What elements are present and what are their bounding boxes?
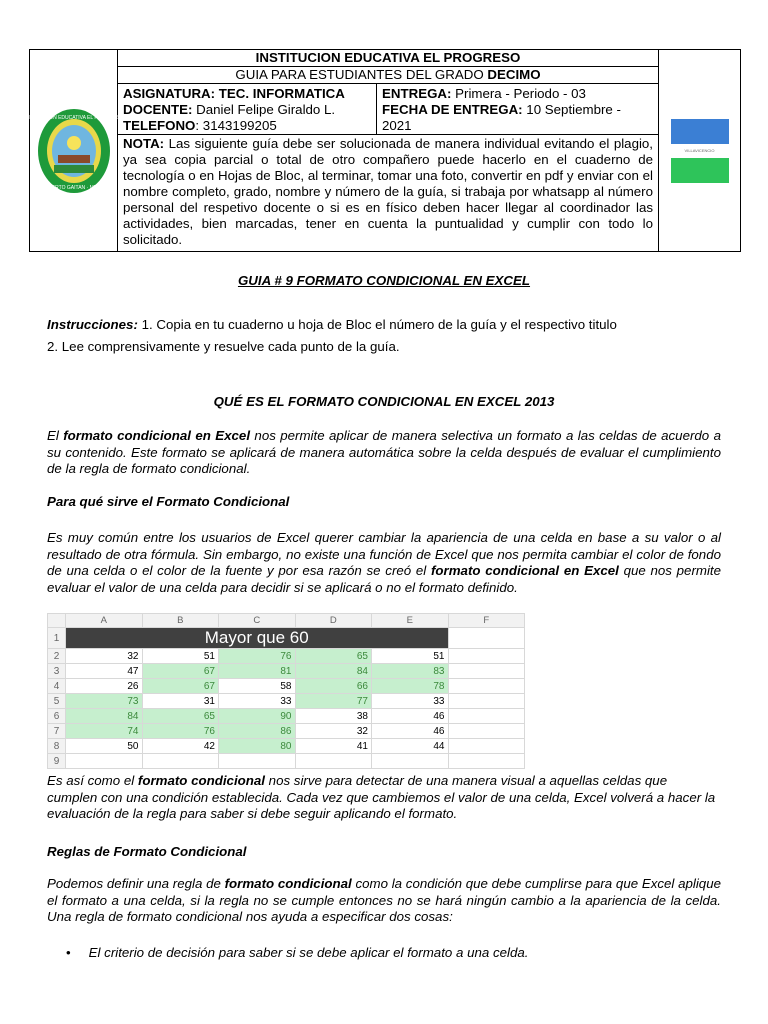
sheet-column-header-row <box>48 614 525 628</box>
flag <box>671 119 729 183</box>
sheet-row-header: 2 <box>48 649 66 664</box>
sheet-cell: 33 <box>219 694 296 709</box>
sheet-row-header: 8 <box>48 739 66 754</box>
institution-name: INSTITUCION EDUCATIVA EL PROGRESO <box>118 50 659 67</box>
delivery-cell <box>377 84 659 135</box>
sheet-cell: 67 <box>142 664 219 679</box>
s1-text-a: El <box>47 428 64 443</box>
instructions-text1: 1. Copia en tu cuaderno u hoja de Bloc el número de la guía y el respectivo titulo <box>137 317 617 332</box>
sheet-cell: 51 <box>142 649 219 664</box>
sheet-cell <box>448 679 525 694</box>
sheet-cell <box>448 664 525 679</box>
sheet-cell: 76 <box>142 724 219 739</box>
sheet-cell: 51 <box>372 649 449 664</box>
sheet-cell: 81 <box>219 664 296 679</box>
guide-prefix: GUIA PARA ESTUDIANTES DEL GRADO <box>235 67 488 82</box>
sheet-cell: 65 <box>142 709 219 724</box>
sheet-row <box>48 754 525 769</box>
excel-example <box>47 613 525 767</box>
delivery-value: Primera - Periodo - 03 <box>451 86 586 101</box>
sheet-row <box>48 724 525 739</box>
section2-paragraph <box>47 530 721 596</box>
sheet-column-header: A <box>66 614 143 628</box>
date-year: 2021 <box>382 118 412 133</box>
sheet-cell <box>448 628 525 649</box>
sheet-cell <box>372 754 449 769</box>
sheet-cell: 83 <box>372 664 449 679</box>
subject-label: ASIGNATURA: <box>123 86 216 101</box>
sheet-cell: 33 <box>372 694 449 709</box>
sheet-row <box>48 709 525 724</box>
sheet-row <box>48 649 525 664</box>
sheet-cell: 84 <box>66 709 143 724</box>
sheet-title-cell: Mayor que 60 <box>66 628 449 649</box>
bullet-text: El criterio de decisión para saber si se debe aplicar el formato a una celda. <box>88 945 529 960</box>
date-value: 10 Septiembre - <box>522 102 621 117</box>
phone-value: : 3143199205 <box>195 118 277 133</box>
sheet-cell: 46 <box>372 709 449 724</box>
sheet-cell: 44 <box>372 739 449 754</box>
flag-stripe-blue <box>671 119 729 144</box>
bullet-icon: • <box>66 945 71 960</box>
book-icon <box>58 155 90 163</box>
flag-stripe-green <box>671 158 729 183</box>
logo-text-bottom: PUERTO GAITAN · META <box>44 184 103 191</box>
delivery-label: ENTREGA: <box>382 86 452 101</box>
sheet-cell <box>295 754 372 769</box>
sun-icon <box>67 136 81 150</box>
sheet-cell: 80 <box>219 739 296 754</box>
header-table <box>24 49 741 252</box>
note-label: NOTA: <box>123 136 165 151</box>
teacher-label: DOCENTE: <box>123 102 193 117</box>
note-cell <box>118 135 659 252</box>
sheet-row-header: 1 <box>48 628 66 649</box>
section2-heading: Para qué sirve el Formato Condicional <box>47 494 290 509</box>
sheet-cell <box>448 739 525 754</box>
sheet-cell: 77 <box>295 694 372 709</box>
sheet-cell: 73 <box>66 694 143 709</box>
guide-title: GUIA # 9 FORMATO CONDICIONAL EN EXCEL <box>237 273 531 288</box>
s1-text-bold: formato condicional en Excel <box>63 428 251 443</box>
section1-heading: QUÉ ES EL FORMATO CONDICIONAL EN EXCEL 2013 <box>213 394 555 409</box>
instructions-line1 <box>47 317 727 332</box>
s4-text-a: Podemos definir una regla de <box>47 876 225 891</box>
sheet-row <box>48 679 525 694</box>
sheet-cell: 46 <box>372 724 449 739</box>
sheet-row-header: 6 <box>48 709 66 724</box>
sheet-row-header: 3 <box>48 664 66 679</box>
sheet-row-header: 7 <box>48 724 66 739</box>
sheet-cell: 42 <box>142 739 219 754</box>
guide-grade <box>118 67 659 84</box>
s4-text-c: como la condición que debe cumplirse para que Excel aplique el formato a una celda, si la regla no se cumple entonces no se hará ningún cambio a la apariencia de la celda. Una regla de formato condicional nos ayuda a especificar dos cosas: <box>47 876 721 924</box>
sheet-cell: 26 <box>66 679 143 694</box>
sheet-cell: 32 <box>66 649 143 664</box>
subject-value: TEC. INFORMATICA <box>218 86 345 101</box>
sheet-row <box>48 739 525 754</box>
sheet-row <box>48 628 525 649</box>
bullet-item <box>66 945 528 960</box>
logo-cell <box>24 50 123 252</box>
sheet-cell: 32 <box>295 724 372 739</box>
sheet-column-header: C <box>219 614 296 628</box>
phone-label: TELEFONO <box>123 118 196 133</box>
sheet-column-header: D <box>295 614 372 628</box>
sheet-cell <box>219 754 296 769</box>
subject-teacher-cell <box>118 84 377 135</box>
sheet-cell: 90 <box>219 709 296 724</box>
sheet-row <box>48 664 525 679</box>
sheet-cell <box>448 709 525 724</box>
s3-text-bold: formato condicional <box>137 773 265 788</box>
instructions-line2: 2. Lee comprensivamente y resuelve cada punto de la guía. <box>47 339 400 354</box>
sheet-cell: 84 <box>295 664 372 679</box>
section4-paragraph <box>47 876 721 926</box>
sheet-row-header: 4 <box>48 679 66 694</box>
sheet-row <box>48 694 525 709</box>
sheet-corner <box>48 614 66 628</box>
sheet-cell: 78 <box>372 679 449 694</box>
sheet-cell <box>448 694 525 709</box>
grade-value: DECIMO <box>487 67 541 82</box>
sheet-cell <box>142 754 219 769</box>
sheet-cell: 47 <box>66 664 143 679</box>
sheet-cell: 65 <box>295 649 372 664</box>
sheet-cell: 67 <box>142 679 219 694</box>
teacher-value: Daniel Felipe Giraldo L. <box>196 102 336 117</box>
sheet-cell: 31 <box>142 694 219 709</box>
logo-text-top: INSTITUCION EDUCATIVA EL PROGRESO <box>24 114 123 121</box>
s4-text-bold: formato condicional <box>224 876 352 891</box>
sheet-row-header: 9 <box>48 754 66 769</box>
sheet-cell <box>66 754 143 769</box>
date-label: FECHA DE ENTREGA: <box>382 102 523 117</box>
s3-text-c: nos sirve para detectar de una manera visual a aquellas celdas que cumplen con una condición establecida. Cada vez que cambiemos el valor de una celda, Excel volverá a hacer la evaluación de la regla para saber si debe seguir aplicando el formato. <box>47 773 716 821</box>
s2-text-bold: formato condicional en Excel <box>431 563 619 578</box>
s2-text-c: que nos permite evaluar el valor de una celda para decidir si se aplicará o no el formato definido. <box>47 563 722 595</box>
sheet-cell: 50 <box>66 739 143 754</box>
sheet-cell: 76 <box>219 649 296 664</box>
section1-paragraph <box>47 428 721 478</box>
sheet-cell: 66 <box>295 679 372 694</box>
s1-text-c: nos permite aplicar de manera selectiva un formato a las celdas de acuerdo a su contenido. Este formato se aplicará de manera automática sobre la celda después de evaluar el cumplimiento de la regla de formato condicional. <box>47 428 721 476</box>
sheet-cell <box>448 724 525 739</box>
section4-heading: Reglas de Formato Condicional <box>47 844 247 859</box>
flag-stripe-white: VILLAVICENCIO <box>671 144 729 158</box>
sheet-cell: 41 <box>295 739 372 754</box>
flag-cell <box>659 50 741 252</box>
sheet-column-header: F <box>448 614 525 628</box>
sheet-row-header: 5 <box>48 694 66 709</box>
section3-paragraph <box>47 773 721 823</box>
s3-text-a: Es así como el <box>47 773 138 788</box>
instructions-label: Instrucciones: <box>47 317 138 332</box>
sheet-cell: 74 <box>66 724 143 739</box>
sheet-cell <box>448 649 525 664</box>
sheet-column-header: B <box>142 614 219 628</box>
sheet-cell: 38 <box>295 709 372 724</box>
logo-ground <box>54 165 94 173</box>
school-logo <box>24 107 123 195</box>
sheet-cell: 58 <box>219 679 296 694</box>
note-text: Las siguiente guía debe ser solucionada de manera individual evitando el plagio, ya sea copia parcial o total de otro compañero puede hacerlo en el cuaderno de tecnología o en Hojas de Bloc, al terminar, tomar una foto, convertir en pdf y enviar con el nombre completo, grado, nombre y número de la guía, si trabaja por whatsapp al número personal del respetivo docente o si es en físico deben hacer llegar al coordinador las actividades, bien marcadas, tener en cuenta la puntualidad y cumplir con todo lo solicitado. <box>123 136 654 247</box>
sheet-cell: 86 <box>219 724 296 739</box>
sheet-column-header: E <box>372 614 449 628</box>
sheet-cell <box>448 754 525 769</box>
s2-text-a: Es muy común entre los usuarios de Excel querer cambiar la apariencia de una celda en base a su valor o al resultado de otra fórmula. Sin embargo, no existe una función de Excel que nos permita cambiar el color de fondo de una celda o el color de la fuente y por esa razón se creó el <box>47 530 721 578</box>
